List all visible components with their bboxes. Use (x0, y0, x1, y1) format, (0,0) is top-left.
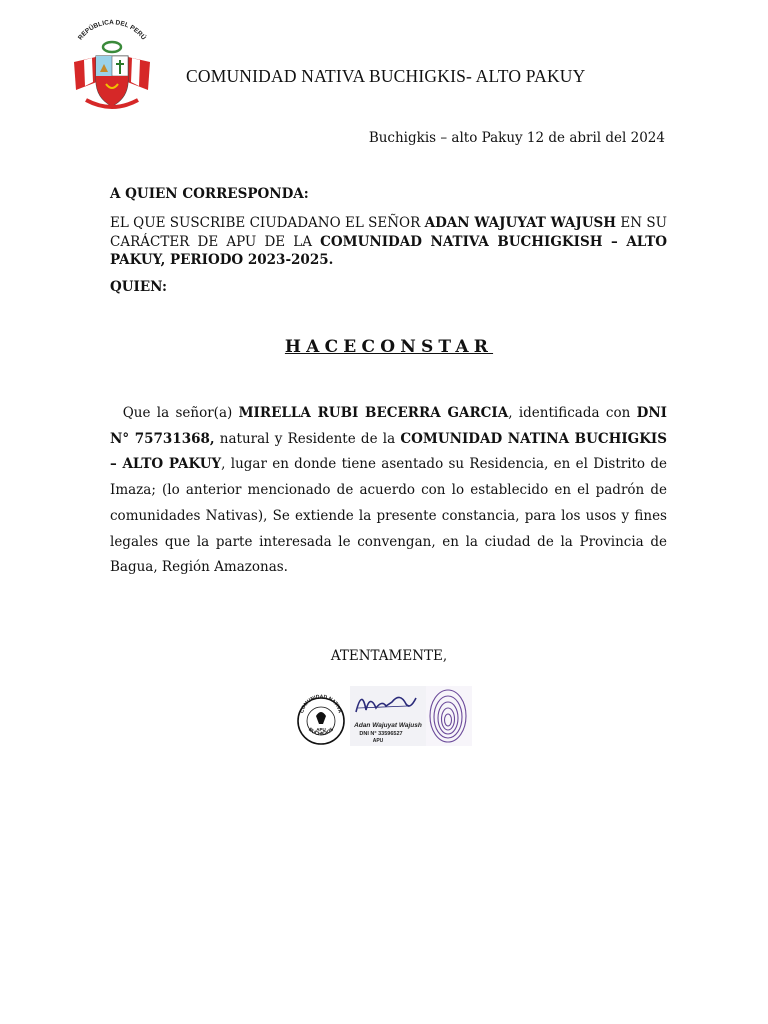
intro-text-2: EN SU CARÁCTER DE APU DE LA (110, 215, 667, 250)
document-heading: HACECONSTAR (284, 337, 494, 357)
body-paragraph (110, 401, 667, 581)
person-name: MIRELLA RUBI BECERRA GARCIA (238, 405, 509, 421)
signature-block (296, 684, 474, 748)
intro-paragraph (110, 214, 667, 270)
peru-coat-of-arms (62, 18, 162, 118)
svg-text:COMUNIDAD NATIVA: COMUNIDAD NATIVA (299, 693, 343, 714)
intro-text-1: EL QUE SUSCRIBE CIUDADANO EL SEÑOR (110, 215, 425, 231)
apu-name: ADAN WAJUYAT WAJUSH (424, 215, 617, 231)
svg-text:BUCHIGKIS: BUCHIGKIS (307, 726, 335, 738)
quien-label: QUIEN: (110, 279, 167, 295)
crest-caption: REPÚBLICA DEL PERÚ (76, 19, 148, 42)
svg-text:Adan Wajuyat Wajush: Adan Wajuyat Wajush (354, 722, 422, 729)
svg-text:APU: APU (316, 727, 326, 732)
dni-number: DNI N° 75731368, (110, 405, 667, 447)
community-seal-icon (298, 694, 344, 744)
community-period: COMUNIDAD NATIVA BUCHIGKISH – ALTO PAKUY, PERIODO 2023-2025. (110, 233, 667, 268)
handwritten-signature-icon (350, 686, 426, 746)
svg-text:DNI N° 33596527: DNI N° 33596527 (359, 731, 403, 737)
body-text-2: , identificada con (508, 405, 637, 421)
body-text-4: , lugar en donde tiene asentado su Residencia, en el Distrito de Imaza; (lo anterior mencionado de acuerdo con lo establecido en el padrón de comunidades Nativas), Se extiende la presente constancia, para los usos y fines legales que la parte interesada le convengan, en la ciudad de la Provincia de Bagua, Región Amazonas. (110, 456, 667, 576)
body-text-3: natural y Residente de la (214, 430, 401, 447)
fingerprint-icon (426, 686, 472, 746)
community-name: COMUNIDAD NATINA BUCHIGKIS – ALTO PAKUY (110, 430, 667, 473)
svg-text:APU: APU (372, 738, 384, 744)
organization-title: COMUNIDAD NATIVA BUCHIGKIS- ALTO PAKUY (186, 66, 586, 86)
date-line: Buchigkis – alto Pakuy 12 de abril del 2024 (368, 130, 665, 146)
salutation: A QUIEN CORRESPONDA: (110, 186, 309, 202)
body-text-1: Que la señor(a) (122, 405, 239, 421)
closing: ATENTAMENTE, (330, 648, 448, 664)
